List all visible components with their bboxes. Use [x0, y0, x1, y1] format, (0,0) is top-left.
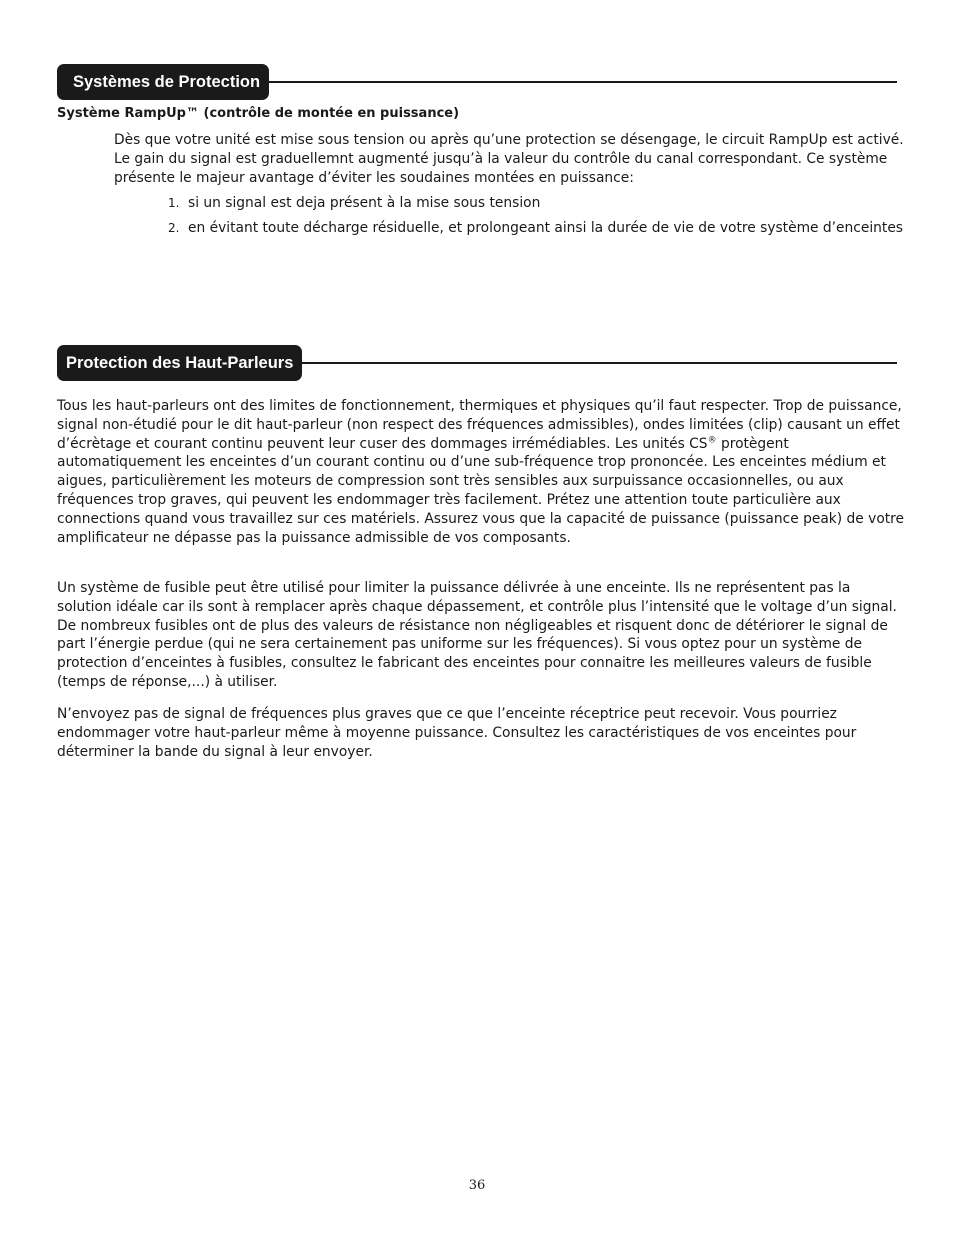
list-item — [168, 219, 903, 238]
fuse-paragraph: Un système de fusible peut être utilisé pour limiter la puissance délivrée à une enceinte. Ils ne représentent pas la solution idéale car ils sont à remplacer après chaque dépassement, et contrôle plus l’intensité que le voltage d’un signal. De nombreux fusibles ont de plus des valeurs de résistance non négligeables et risquent donc de détériorer le signal de part l’énergie perdue (qui ne sera certainement pas uniforme sur les fréquences). Si vous optez pour un système de protection d’enceintes à fusibles, consultez le fabricant des enceintes pour connaitre les meilleures valeurs de fusible (temps de réponse,...) à utiliser. — [57, 580, 897, 690]
list-item-text: si un signal est deja présent à la mise sous tension — [188, 195, 541, 211]
rampup-subheading: Système RampUp™ (contrôle de montée en puissance) — [57, 106, 460, 121]
section-header-systemes-protection — [57, 64, 897, 100]
speaker-limits-paragraph — [57, 397, 907, 547]
rampup-paragraph: Dès que votre unité est mise sous tension ou après qu’une protection se désengage, le circuit RampUp est activé. Le gain du signal est graduellemnt augmenté jusqu’à la valeur du contrôle du canal correspondant. Ce système présente le majeur avantage d’éviter les soudaines montées en puissance: — [114, 132, 904, 186]
list-item-text: en évitant toute décharge résiduelle, et prolongeant ainsi la durée de vie de votre système d’enceintes — [188, 220, 903, 236]
registered-mark: ® — [707, 435, 717, 445]
section-title: Protection des Haut-Parleurs — [57, 345, 302, 381]
list-item-number: 2. — [168, 221, 180, 235]
section-title: Systèmes de Protection — [57, 64, 269, 100]
page-number: 36 — [468, 1178, 486, 1193]
section-header-protection-haut-parleurs — [57, 345, 897, 381]
paragraph-text: protègent automatiquement les enceintes d’un courant continu ou d’une sub-fréquence trop prononcée. Les enceintes médium et aigues, particulièrement les moteurs de compression sont très sensibles aux surpuissance occasionnelles, ou aux fréquences trop graves, qui peuvent les endommager très facilement. Prétez une attention toute particulière aux connections quand vous travaillez sur ces matériels. Assurez vous que la capacité de puissance (puissance peak) de votre amplificateur ne dépasse pas la puissance admissible de vos composants. — [57, 435, 905, 546]
list-item — [168, 194, 540, 213]
low-frequency-paragraph: N’envoyez pas de signal de fréquences plus graves que ce que l’enceinte réceptrice peut recevoir. Vous pourriez endommager votre haut-parleur même à moyenne puissance. Consultez les caractéristiques de vos enceintes pour déterminer la bande du signal à leur envoyer. — [57, 706, 857, 760]
list-item-number: 1. — [168, 196, 180, 210]
paragraph-text: Tous les haut-parleurs ont des limites de fonctionnement, thermiques et physiques qu’il faut respecter. Trop de puissance, signal non-étudié pour le dit haut-parleur (non respect des fréquences admissibles), ondes limitées (clip) causant un effet d’écrètage et courant continu peuvent leur cuser des dommages irrémédiables. Les unités CS — [57, 398, 902, 452]
